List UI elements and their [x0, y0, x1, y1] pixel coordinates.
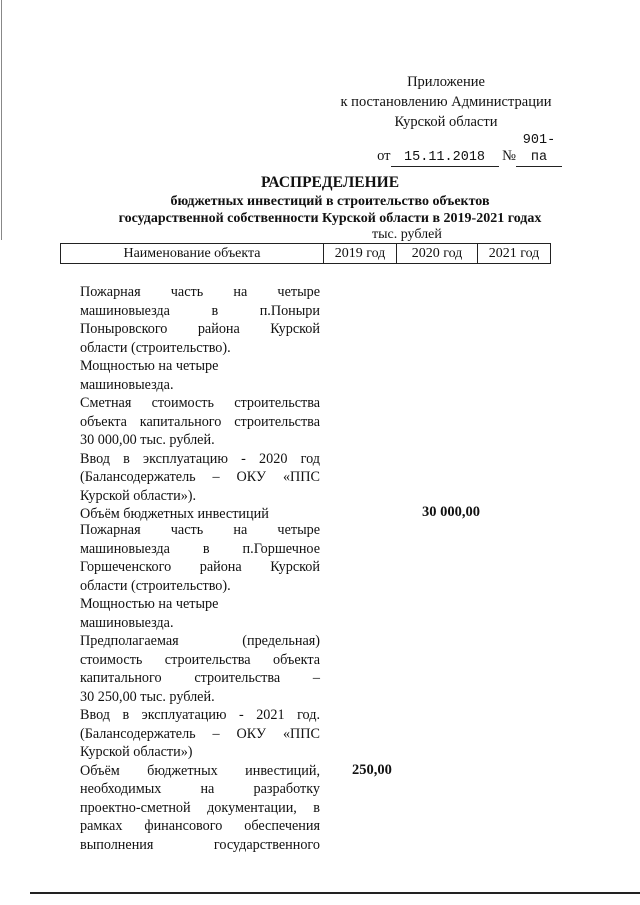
object-2-commission: (Балансодержатель – ОКУ «ППС: [80, 725, 320, 742]
object-1-power: Мощностью на четыре: [80, 358, 219, 374]
object-2-power: Мощностью на четыре: [80, 596, 219, 612]
object-1-power: машиновыезда.: [80, 376, 174, 393]
header-name: Наименование объекта: [61, 244, 324, 264]
header-2020: 2020 год: [397, 244, 478, 264]
object-1-commission: Ввод в эксплуатацию - 2020 год: [80, 450, 320, 467]
approval-line-3: Курской области: [394, 114, 498, 130]
bottom-rule: [30, 892, 640, 894]
object-2-investment: выполнения государственного: [80, 836, 320, 853]
object-2-cost: стоимость строительства объекта: [80, 651, 320, 668]
approval-line-1: Приложение: [407, 74, 485, 90]
table-header: [60, 243, 551, 264]
approval-block: [330, 72, 562, 167]
header-2019: 2019 год: [324, 244, 397, 264]
object-1-cost: объекта капитального строительства: [80, 413, 320, 430]
header-2021: 2021 год: [478, 244, 551, 264]
object-2-investment: Объём бюджетных инвестиций,: [80, 762, 320, 779]
object-1-line: области (строительство).: [80, 339, 231, 356]
object-1-cost: Сметная стоимость строительства: [80, 395, 320, 411]
doc-subtitle-1: бюджетных инвестиций в строительство объектов: [170, 194, 490, 209]
object-1-line: Пожарная часть на четыре: [80, 284, 320, 300]
doc-title: РАСПРЕДЕЛЕНИЕ: [260, 174, 400, 191]
object-2-line: машиновыезда в п.Горшечное: [80, 540, 320, 557]
object-2-cost: 30 250,00 тыс. рублей.: [80, 688, 215, 705]
date-prefix: от: [377, 148, 391, 164]
object-1-description: [80, 283, 320, 524]
object-2-cost: Предполагаемая (предельная): [80, 633, 320, 649]
units-label: тыс. рублей: [372, 227, 442, 242]
object-1-commission: Курской области»).: [80, 487, 197, 504]
date-value: 15.11.2018: [391, 149, 499, 167]
object-2-cost: капитального строительства –: [80, 670, 320, 686]
object-1-amount-2020: 30 000,00: [422, 504, 480, 520]
object-2-investment: рамках финансового обеспечения: [80, 818, 320, 834]
object-2-amount-2019: 250,00: [352, 762, 392, 778]
object-1-cost: 30 000,00 тыс. рублей.: [80, 432, 215, 448]
approval-line-2: к постановлению Администрации: [340, 94, 552, 110]
object-2-line: Горшеченского района Курской: [80, 559, 320, 575]
object-2-commission: Ввод в эксплуатацию - 2021 год.: [80, 707, 320, 723]
object-2-description: [80, 521, 320, 854]
object-2-investment: проектно-сметной документации, в: [80, 799, 320, 816]
object-1-investment: Объём бюджетных инвестиций: [80, 506, 269, 522]
object-2-commission: Курской области»): [80, 744, 193, 760]
object-1-line: Поныровского района Курской: [80, 321, 320, 337]
number-prefix: №: [502, 148, 516, 164]
object-1-commission: (Балансодержатель – ОКУ «ППС: [80, 469, 320, 485]
object-1-line: машиновыезда в п.Поныри: [80, 302, 320, 319]
approval-date-line: [330, 132, 562, 167]
doc-subtitle-2: государственной собственности Курской области в 2019-2021 годах: [118, 211, 542, 226]
object-2-line: Пожарная часть на четыре: [80, 522, 320, 538]
object-2-line: области (строительство).: [80, 577, 231, 594]
left-margin-line: [1, 0, 2, 240]
object-2-investment: необходимых на разработку: [80, 781, 320, 797]
number-value: 901-па: [516, 132, 562, 167]
object-2-power: машиновыезда.: [80, 614, 174, 631]
